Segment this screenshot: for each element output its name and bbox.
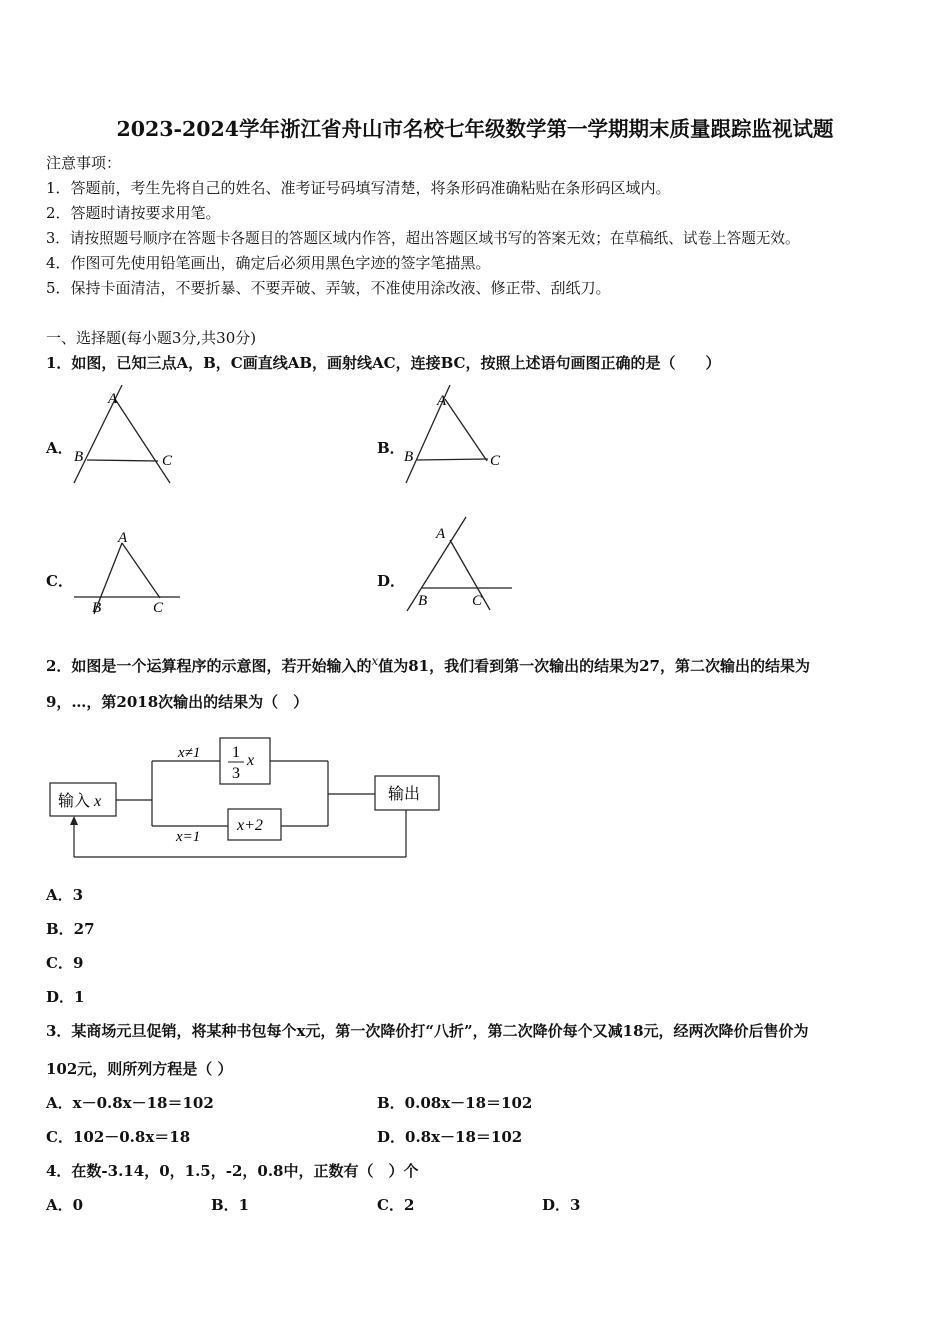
q1-figure-c: [70, 530, 190, 620]
q1-option-a[interactable]: A．: [46, 439, 73, 457]
flow-frac-num: 1: [232, 744, 240, 761]
q4-option-d[interactable]: D．3: [542, 1196, 581, 1214]
flow-frac-den: 3: [232, 765, 240, 782]
point-a-label: A: [436, 526, 446, 542]
question-2-line-1: [46, 654, 810, 676]
q1-option-d[interactable]: D．: [377, 572, 406, 590]
flow-cond-bottom: x=1: [176, 829, 201, 845]
question-2-line-2: 9，…，第2018次输出的结果为（ ）: [46, 693, 309, 711]
q4-option-c[interactable]: C．2: [377, 1196, 415, 1214]
q4-option-b[interactable]: B．1: [211, 1196, 250, 1214]
q1-option-b[interactable]: B．: [377, 439, 405, 457]
question-3-line-1: 3．某商场元旦促销，将某种书包每个x元，第一次降价打“八折”，第二次降价每个又减18元，经两次降价后售价为: [46, 1022, 809, 1040]
flow-op-bottom: x+2: [237, 817, 263, 834]
question-4-text: 4．在数-3.14，0，1.5，-2，0.8中，正数有（ ）个: [46, 1162, 419, 1180]
q3-option-a[interactable]: A．x－0.8x－18＝102: [46, 1094, 214, 1112]
q3-option-c[interactable]: C．102－0.8x＝18: [46, 1128, 191, 1146]
q2-option-b[interactable]: B．27: [46, 920, 95, 938]
point-a-label: A: [437, 393, 447, 409]
section-heading: 一、选择题(每小题3分,共30分): [46, 329, 257, 347]
question-3-line-2: 102元，则所列方程是（ ）: [46, 1060, 233, 1078]
point-b-label: B: [418, 593, 428, 609]
q1-figure-a: [70, 385, 200, 490]
question-1-text: 1．如图，已知三点A，B，C画直线AB，画射线AC，连接BC，按照上述语句画图正确的是（ ）: [46, 354, 721, 372]
page-title: 2023-2024学年浙江省舟山市名校七年级数学第一学期期末质量跟踪监视试题: [116, 117, 834, 141]
point-a-label: A: [108, 391, 118, 407]
q3-option-b[interactable]: B．0.08x－18＝102: [377, 1094, 533, 1112]
point-b-label: B: [92, 600, 102, 616]
notice-item: 1．答题前，考生先将自己的姓名、准考证号码填写清楚，将条形码准确粘贴在条形码区域内。: [46, 179, 671, 197]
notice-item: 4．作图可先使用铅笔画出，确定后必须用黑色字迹的签字笔描黑。: [46, 254, 491, 272]
point-b-label: B: [404, 449, 414, 465]
notice-heading: 注意事项：: [46, 154, 122, 172]
q4-option-a[interactable]: A．0: [46, 1196, 84, 1214]
q2-text-a: 2．如图是一个运算程序的示意图，若开始输入的: [46, 657, 372, 675]
q1-figure-d: [400, 515, 520, 620]
q2-option-c[interactable]: C．9: [46, 954, 84, 972]
notice-item: 5．保持卡面清洁，不要折暴、不要弄破、弄皱，不准使用涂改液、修正带、刮纸刀。: [46, 279, 611, 297]
flow-output-label: 输出: [388, 786, 421, 803]
flow-cond-top: x≠1: [178, 745, 201, 761]
point-c-label: C: [490, 453, 501, 469]
q2-option-d[interactable]: D．1: [46, 988, 85, 1006]
flow-frac-var: x: [247, 752, 255, 769]
notice-item: 2．答题时请按要求用笔。: [46, 204, 221, 222]
point-c-label: C: [472, 593, 483, 609]
q2-option-a[interactable]: A．3: [46, 886, 84, 904]
point-b-label: B: [74, 449, 84, 465]
point-c-label: C: [153, 600, 164, 616]
flow-input-var: x: [94, 793, 102, 810]
q2-text-b: 值为81，我们看到第一次输出的结果为27，第二次输出的结果为: [378, 657, 810, 675]
point-c-label: C: [162, 453, 173, 469]
flow-input-label: 输入: [58, 793, 91, 810]
q1-figure-b: [400, 385, 520, 490]
q2-flowchart: [48, 733, 448, 863]
q1-option-c[interactable]: C．: [46, 572, 73, 590]
point-a-label: A: [118, 530, 128, 546]
q2-var: x: [371, 654, 379, 668]
notice-item: 3．请按照题号顺序在答题卡各题目的答题区域内作答，超出答题区域书写的答案无效；在草稿纸、试卷上答题无效。: [46, 230, 800, 247]
q3-option-d[interactable]: D．0.8x－18＝102: [377, 1128, 523, 1146]
